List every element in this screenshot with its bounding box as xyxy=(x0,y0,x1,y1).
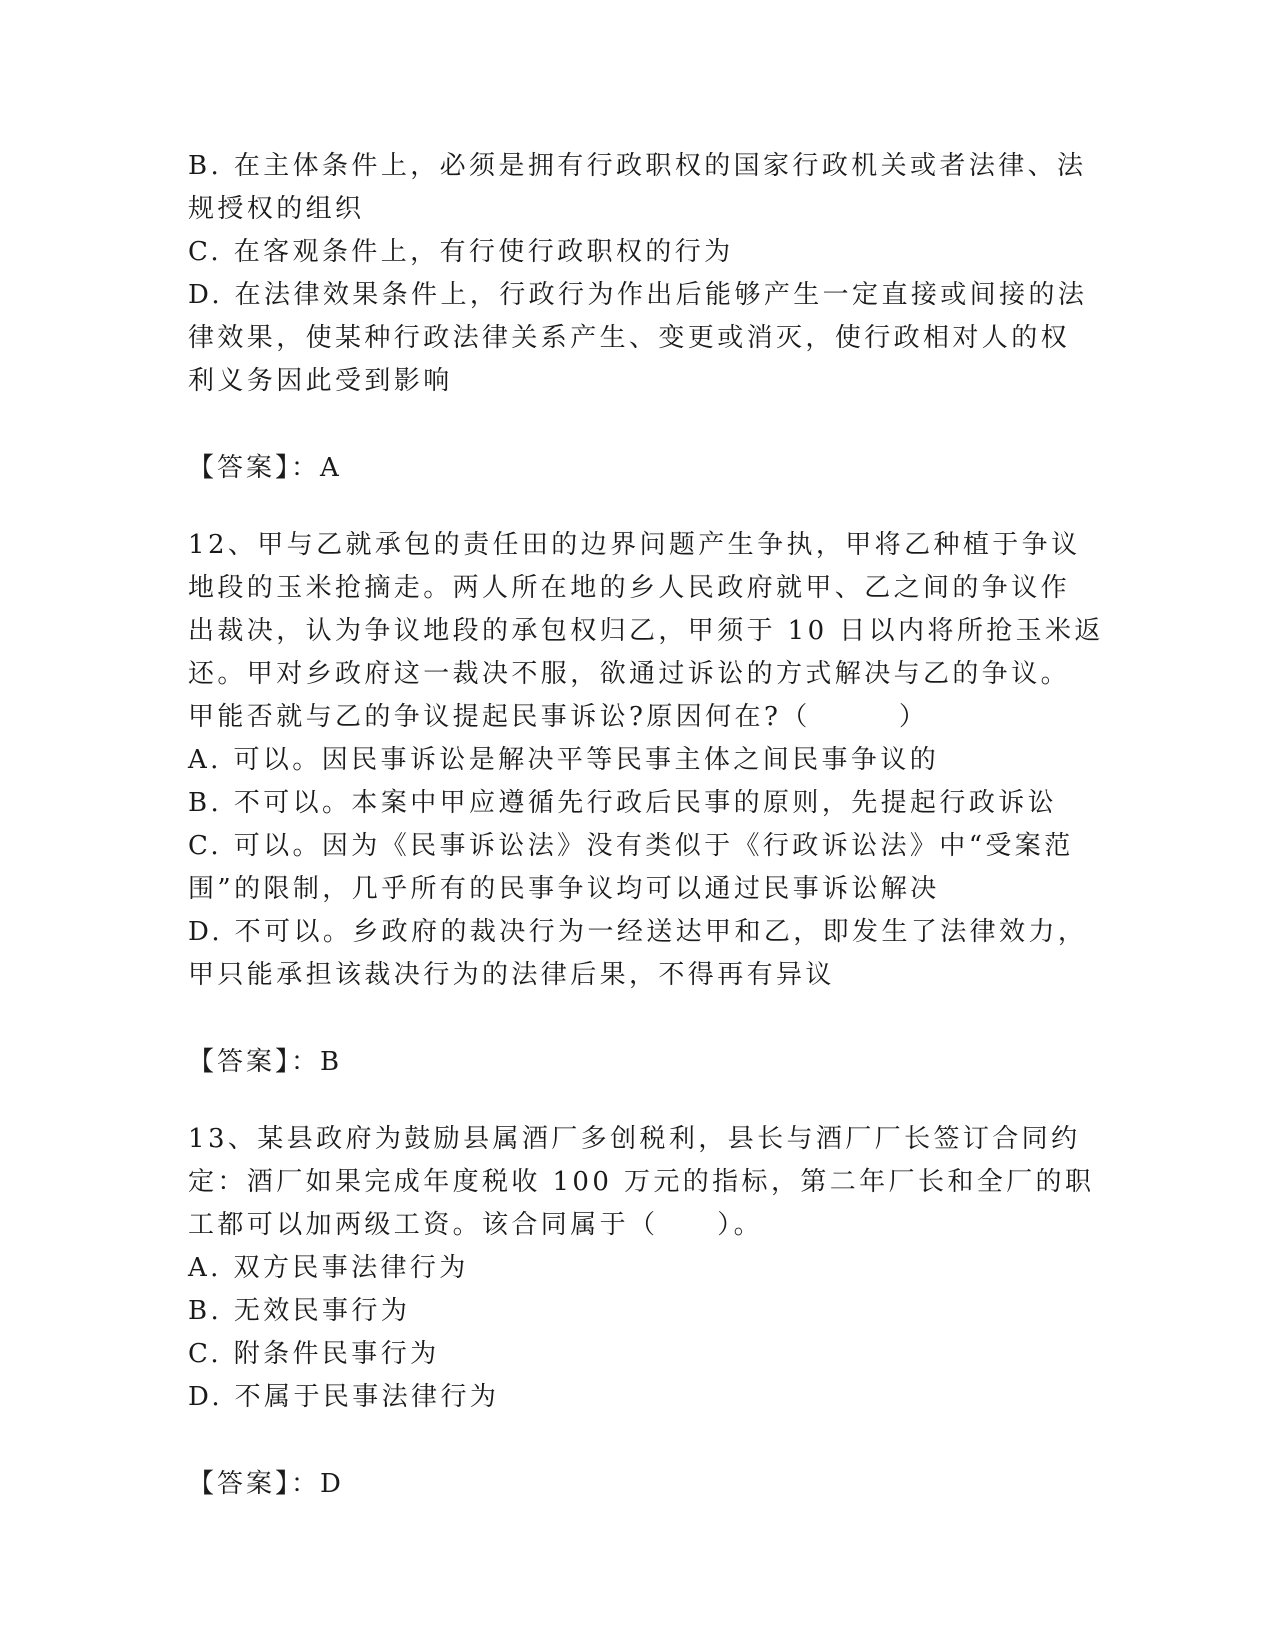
q11-option-d xyxy=(188,274,1088,403)
q13-option-c xyxy=(188,1333,1088,1376)
text-line: B. 在主体条件上，必须是拥有行政职权的国家行政机关或者法律、法 xyxy=(188,151,1087,181)
q12-answer: 【答案】：B xyxy=(188,1047,343,1077)
text-line: 围”的限制，几乎所有的民事争议均可以通过民事诉讼解决 xyxy=(188,874,940,904)
q11-option-c xyxy=(188,231,1088,274)
text-line: 甲能否就与乙的争议提起民事诉讼?原因何在?（ ） xyxy=(188,702,929,732)
text-line: B. 不可以。本案中甲应遵循先行政后民事的原则，先提起行政诉讼 xyxy=(188,788,1058,818)
document-page xyxy=(188,145,1104,1506)
text-line: 工都可以加两级工资。该合同属于（ ）。 xyxy=(188,1210,764,1240)
q13-option-b xyxy=(188,1290,1088,1333)
text-line: 规授权的组织 xyxy=(188,194,365,224)
text-line: D. 不属于民事法律行为 xyxy=(188,1382,500,1412)
q12-option-c xyxy=(188,825,1088,911)
text-line: 利义务因此受到影响 xyxy=(188,366,453,396)
q12-option-a xyxy=(188,739,1088,782)
text-line: 甲只能承担该裁决行为的法律后果，不得再有异议 xyxy=(188,960,835,990)
text-line: C. 可以。因为《民事诉讼法》没有类似于《行政诉讼法》中“受案范 xyxy=(188,831,1074,861)
q12-option-d xyxy=(188,911,1088,997)
text-line: 13、某县政府为鼓励县属酒厂多创税利，县长与酒厂厂长签订合同约 xyxy=(188,1124,1081,1154)
text-line: C. 附条件民事行为 xyxy=(188,1339,440,1369)
text-line: 律效果，使某种行政法律关系产生、变更或消灭，使行政相对人的权 xyxy=(188,323,1071,353)
text-line: D. 在法律效果条件上，行政行为作出后能够产生一定直接或间接的法 xyxy=(188,280,1088,310)
text-line: 出裁决，认为争议地段的承包权归乙，甲须于 10 日以内将所抢玉米返 xyxy=(188,616,1104,646)
q13-option-a xyxy=(188,1247,1088,1290)
q12-stem xyxy=(188,524,1104,739)
text-line: C. 在客观条件上，有行使行政职权的行为 xyxy=(188,237,734,267)
text-line: A. 可以。因民事诉讼是解决平等民事主体之间民事争议的 xyxy=(188,745,940,775)
q12-option-b xyxy=(188,782,1088,825)
q11-option-b xyxy=(188,145,1088,231)
q13-option-d xyxy=(188,1376,1088,1419)
text-line: 还。甲对乡政府这一裁决不服，欲通过诉讼的方式解决与乙的争议。 xyxy=(188,659,1071,689)
text-line: D. 不可以。乡政府的裁决行为一经送达甲和乙，即发生了法律效力， xyxy=(188,917,1088,947)
q13-answer: 【答案】：D xyxy=(188,1469,344,1499)
q13-stem xyxy=(188,1118,1095,1247)
text-line: 12、甲与乙就承包的责任田的边界问题产生争执，甲将乙种植于争议 xyxy=(188,530,1081,560)
text-line: B. 无效民事行为 xyxy=(188,1296,411,1326)
text-line: 定：酒厂如果完成年度税收 100 万元的指标，第二年厂长和全厂的职 xyxy=(188,1167,1095,1197)
text-line: 地段的玉米抢摘走。两人所在地的乡人民政府就甲、乙之间的争议作 xyxy=(188,573,1071,603)
q11-answer: 【答案】：A xyxy=(188,453,342,483)
text-line: A. 双方民事法律行为 xyxy=(188,1253,469,1283)
